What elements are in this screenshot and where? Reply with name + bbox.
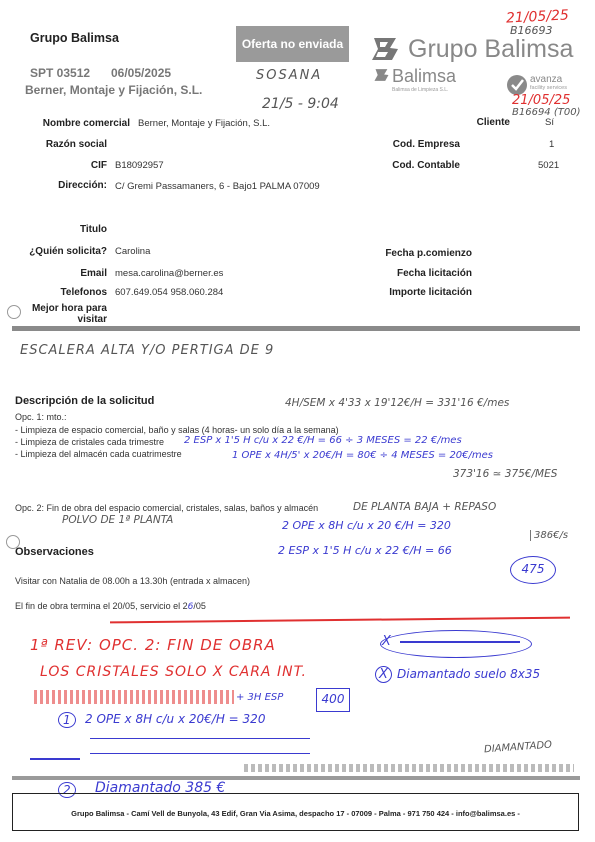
nombre-value: Berner, Montaje y Fijación, S.L. (138, 118, 271, 129)
opc1-title: Opc. 1: mto.: (15, 412, 67, 422)
hw-x-mark-2: X (375, 666, 392, 683)
status-badge (236, 26, 349, 62)
razon-label: Razón social (45, 139, 107, 150)
cod-empresa-value: 1 (549, 139, 555, 150)
hw-circle-475-value: 475 (521, 562, 545, 576)
hw-calc-3: 1 OPE x 4H/5' x 20€/H = 80€ ÷ 4 MESES = 20€/mes (232, 450, 494, 461)
opc1-line3: - Limpieza del almacén cada cuatrimestre (15, 449, 182, 459)
hw-opc2-extra: DE PLANTA BAJA + REPASO (353, 501, 497, 513)
hw-red-line (110, 617, 570, 623)
logo-avanza-text: avanza (530, 74, 563, 85)
hw-code-2: B16694 (T00) (512, 107, 581, 118)
direccion-value: C/ Gremi Passamaners, 6 - Bajo1 PALMA 07009 (115, 181, 320, 192)
hw-opc2-calc2: 2 ESP x 1'5 H c/u x 22 €/H = 66 (278, 544, 452, 557)
cliente-label: Cliente (476, 117, 510, 128)
cod-contable-value: 5021 (538, 160, 560, 171)
hw-calc-1: 4H/SEM x 4'33 x 19'12€/H = 331'16 €/mes (285, 397, 510, 409)
hora-label-1: Mejor hora para (31, 303, 107, 314)
hw-num-2: 2 (58, 782, 76, 798)
balimsa-small-logo-icon (373, 68, 391, 87)
telefonos-value: 607.649.054 958.060.284 (115, 287, 224, 298)
hw-opc2-extra2: POLVO DE 1ª PLANTA (62, 514, 174, 526)
observaciones-line1: Visitar con Natalia de 08.00h a 13.30h (entrada x almacen) (15, 576, 250, 586)
quien-label: ¿Quién solicita? (29, 246, 107, 257)
solicitud-heading: Descripción de la solicitud (15, 395, 155, 407)
footer-text: Grupo Balimsa - Camí Vell de Bunyola, 43 Edif, Gran Via Asima, despacho 17 - 07009 - Palma - 971 750 424 - info@balimsa.es - (71, 809, 520, 818)
document-ref: SPT 03512 (30, 66, 91, 80)
hw-bottom-diamantado: Diamantado 385 € (95, 780, 226, 796)
company-name: Grupo Balimsa (30, 31, 119, 45)
observaciones-heading: Observaciones (15, 546, 94, 558)
hw-calc-2: 2 ESP x 1'5 H c/u x 22 €/H = 66 ÷ 3 MESES = 22 €/mes (184, 435, 462, 446)
hw-x-mark-1: X (382, 634, 391, 649)
hw-faint-scribble (244, 764, 574, 772)
hw-opc2-sum: 386€/s (530, 530, 568, 541)
hw-red-line1: 1ª REV: OPC. 2: FIN DE OBRA (30, 636, 276, 654)
hw-diamantado: Diamantado suelo 8x35 (397, 667, 541, 681)
balimsa-logo-icon (370, 36, 402, 67)
nombre-label: Nombre comercial (42, 118, 130, 129)
titulo-label: Titulo (79, 224, 107, 235)
quien-value: Carolina (115, 246, 151, 257)
hw-box-400-value: 400 (321, 692, 345, 706)
cod-contable-label: Cod. Contable (392, 160, 460, 171)
hw-calc-opc2: 2 OPE x 8H c/u x 20€/H = 320 (85, 712, 266, 726)
observaciones-line2: El fin de obra termina el 20/05, servicio el 26/05 (15, 601, 206, 612)
logo-sub-text: Balimsa (392, 66, 457, 86)
hw-arrow (30, 758, 80, 760)
hw-code-1: B16693 (510, 24, 553, 37)
cliente-value: Sí (545, 117, 554, 128)
client-title: Berner, Montaje y Fijación, S.L. (25, 83, 203, 97)
hw-note-escalera: ESCALERA ALTA Y/O PERTIGA DE 9 (20, 343, 275, 358)
status-badge-label: Oferta no enviada (241, 37, 344, 51)
importe-licitacion-label: Importe licitación (389, 287, 472, 298)
hw-time: 21/5 - 9:04 (262, 96, 339, 112)
hw-tally: DIAMANTADO (483, 739, 553, 756)
logo-avanza-tagline: facility services (530, 85, 567, 91)
cif-label: CIF (90, 160, 107, 171)
opc2-line: Opc. 2: Fin de obra del espacio comercial, cristales, salas, baños y almacén (15, 503, 319, 513)
cod-empresa-label: Cod. Empresa (392, 139, 460, 150)
hw-opc2-calc1: 2 OPE x 8H c/u x 20 €/H = 320 (282, 519, 451, 532)
cif-value: B18092957 (115, 160, 164, 171)
opc1-line2: - Limpieza de cristales cada trimestre (15, 437, 165, 447)
document-date: 06/05/2025 (111, 66, 172, 80)
hw-oval-1 (380, 630, 532, 658)
hw-date-2: 21/05/25 (512, 93, 571, 108)
hw-plus-3h: + 3H ESP (236, 692, 284, 703)
email-label: Email (80, 268, 107, 279)
section-divider (12, 326, 580, 331)
hw-date-1: 21/05/25 (505, 7, 570, 27)
logo-main-text: Grupo Balimsa (408, 35, 574, 63)
hw-num-1: 1 (58, 712, 76, 728)
hw-red-scribble (34, 690, 234, 704)
telefonos-label: Telefonos (60, 287, 107, 298)
direccion-label: Dirección: (58, 180, 107, 191)
hw-circle-475 (510, 556, 556, 584)
hole-punch-icon (7, 305, 21, 319)
hw-name: SOSANA (256, 68, 323, 83)
fecha-licitacion-label: Fecha licitación (396, 268, 472, 279)
hw-strike-block (90, 738, 310, 754)
opc1-line1: - Limpieza de espacio comercial, baño y salas (4 horas- un solo día a la semana) (15, 425, 339, 435)
email-value: mesa.carolina@berner.es (115, 268, 224, 279)
footer-box (12, 793, 579, 831)
hw-red-line2: LOS CRISTALES SOLO X CARA INT. (40, 664, 307, 680)
hw-total: 373'16 ≃ 375€/MES (453, 468, 558, 480)
hw-strike-1 (400, 641, 520, 643)
hw-box-400 (316, 688, 350, 712)
logo-sub-tagline: Balimsa de Limpieza S.L. (392, 87, 449, 93)
fecha-comienzo-label: Fecha p.comienzo (385, 248, 472, 259)
hora-label-2: visitar (77, 314, 107, 325)
